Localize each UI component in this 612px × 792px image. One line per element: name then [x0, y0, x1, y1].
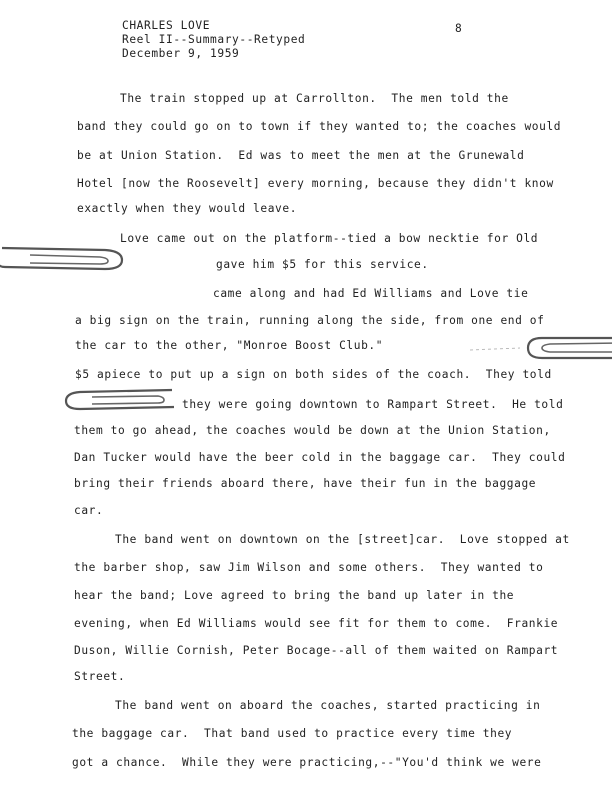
text-line: The train stopped up at Carrollton. The men told the [120, 92, 509, 105]
text-line: band they could go on to town if they wanted to; the coaches would [77, 120, 562, 133]
text-line: the baggage car. That band used to practice every time they [72, 727, 513, 740]
text-line: The band went on downtown on the [street]car. Love stopped at [115, 533, 570, 546]
text-line: car. [74, 504, 104, 517]
paper-clip-right [470, 328, 612, 372]
text-line: Duson, Willie Cornish, Peter Bocage--all of them waited on Rampart [74, 644, 559, 657]
text-line: evening, when Ed Williams would see fit for them to come. Frankie [74, 617, 559, 630]
text-line: Hotel [now the Roosevelt] every morning, because they didn't know [77, 177, 554, 190]
text-line: the barber shop, saw Jim Wilson and some others. They wanted to [74, 561, 544, 574]
header-date: December 9, 1959 [122, 47, 240, 60]
header-name: CHARLES LOVE [122, 19, 211, 32]
text-line: exactly when they would leave. [77, 202, 298, 215]
text-line: hear the band; Love agreed to bring the band up later in the [74, 589, 515, 602]
text-line: the car to the other, "Monroe Boost Club." [75, 339, 384, 352]
text-line: came along and had Ed Williams and Love tie [213, 287, 529, 300]
text-line: $5 apiece to put up a sign on both sides of the coach. They told [75, 368, 552, 381]
text-line: bring their friends aboard there, have their fun in the baggage [74, 477, 537, 490]
page-number: 8 [455, 22, 463, 35]
text-line: a big sign on the train, running along the side, from one end of [75, 314, 545, 327]
text-line: got a chance. While they were practicing,--"You'd think we were [72, 756, 542, 769]
text-line: they were going downtown to Rampart Street. He told [182, 398, 564, 411]
text-line: The band went on aboard the coaches, started practicing in [115, 699, 541, 712]
text-line: Love came out on the platform--tied a bow necktie for Old [120, 232, 539, 245]
text-line: be at Union Station. Ed was to meet the men at the Grunewald [77, 149, 525, 162]
text-line: Dan Tucker would have the beer cold in the baggage car. They could [74, 451, 566, 464]
paper-clip-left-top [0, 238, 130, 282]
header-reel: Reel II--Summary--Retyped [122, 33, 306, 46]
paper-clip-left-bottom [62, 384, 182, 418]
text-line: Street. [74, 670, 126, 683]
text-line: gave him $5 for this service. [216, 258, 429, 271]
text-line: them to go ahead, the coaches would be down at the Union Station, [74, 424, 551, 437]
